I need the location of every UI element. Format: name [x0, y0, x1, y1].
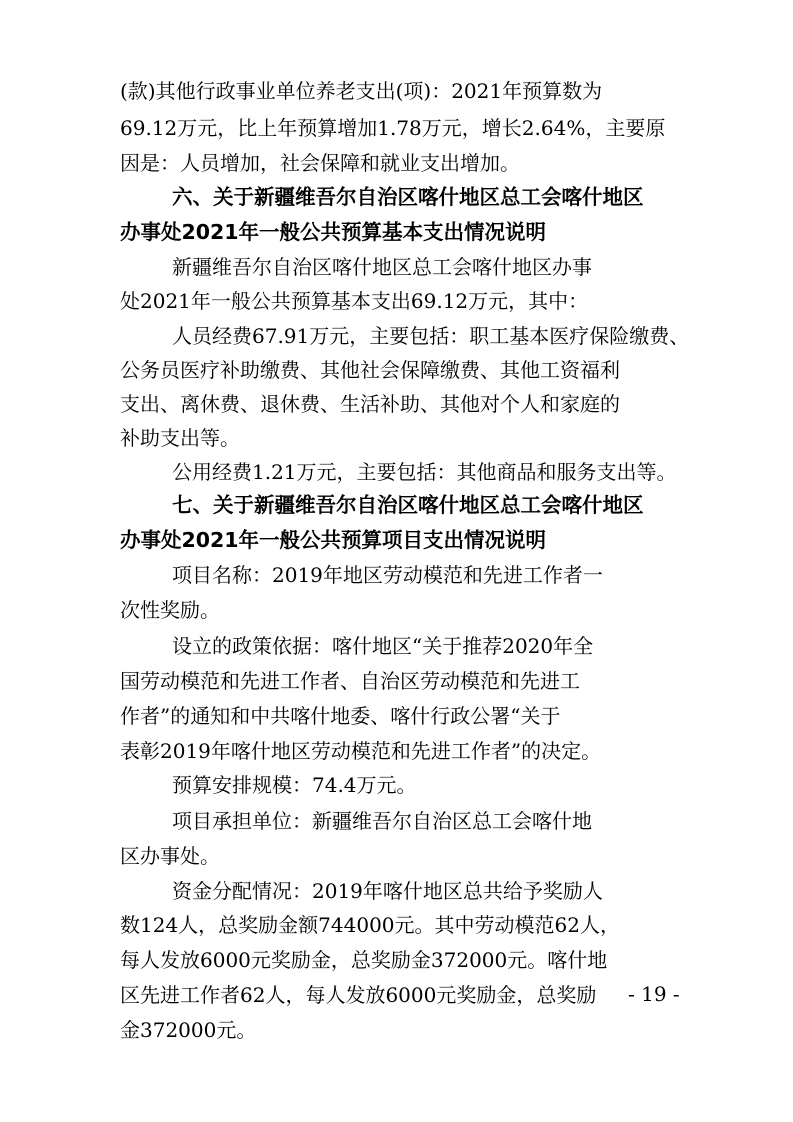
- body-text-line: 资金分配情况：2019年喀什地区总共给予奖励人: [172, 879, 603, 903]
- body-text-line: 新疆维吾尔自治区喀什地区总工会喀什地区办事: [172, 255, 592, 279]
- page-number: - 19 -: [628, 982, 680, 1006]
- section-heading-7: 七、关于新疆维吾尔自治区喀什地区总工会喀什地区: [172, 493, 644, 517]
- body-text-line: 69.12万元，比上年预算增加1.78万元，增长2.64%，主要原: [120, 116, 666, 140]
- body-text-line: 支出、离休费、退休费、生活补助、其他对个人和家庭的: [120, 392, 620, 416]
- body-text-line: 公用经费1.21万元，主要包括：其他商品和服务支出等。: [172, 460, 677, 484]
- body-text-line: 金372000元。: [120, 1018, 257, 1042]
- body-text-line: 项目承担单位：新疆维吾尔自治区总工会喀什地: [172, 809, 592, 833]
- body-text-line: 预算安排规模：74.4万元。: [172, 773, 417, 797]
- body-text-line: 因是：人员增加，社会保障和就业支出增加。: [120, 151, 520, 175]
- body-text-line: 补助支出等。: [120, 426, 240, 450]
- section-heading-6-cont: 办事处2021年一般公共预算基本支出情况说明: [120, 220, 547, 244]
- body-text-line: 人员经费67.91万元，主要包括：职工基本医疗保险缴费、: [172, 324, 690, 348]
- body-text-line: 设立的政策依据：喀什地区“关于推荐2020年全: [172, 634, 594, 658]
- section-heading-7-cont: 办事处2021年一般公共预算项目支出情况说明: [120, 528, 547, 552]
- body-text-line: 作者”的通知和中共喀什地委、喀什行政公署“关于: [120, 704, 561, 728]
- body-text-line: 项目名称：2019年地区劳动模范和先进工作者一: [172, 563, 603, 587]
- body-text-line: 区办事处。: [120, 844, 220, 868]
- body-text-line: 数124人，总奖励金额744000元。其中劳动模范62人，: [120, 913, 620, 937]
- body-text-line: 公务员医疗补助缴费、其他社会保障缴费、其他工资福利: [120, 358, 620, 382]
- body-text-line: 处2021年一般公共预算基本支出69.12万元，其中：: [120, 289, 589, 313]
- body-text-line: 国劳动模范和先进工作者、自治区劳动模范和先进工: [120, 669, 580, 693]
- body-text-line: 每人发放6000元奖励金，总奖励金372000元。喀什地: [120, 948, 608, 972]
- body-text-line: 区先进工作者62人，每人发放6000元奖励金，总奖励: [120, 983, 597, 1007]
- body-text-line: 次性奖励。: [120, 598, 220, 622]
- body-text-line: (款)其他行政事业单位养老支出(项)：2021年预算数为: [120, 79, 603, 103]
- body-text-line: 表彰2019年喀什地区劳动模范和先进工作者”的决定。: [120, 739, 602, 763]
- section-heading-6: 六、关于新疆维吾尔自治区喀什地区总工会喀什地区: [172, 185, 644, 209]
